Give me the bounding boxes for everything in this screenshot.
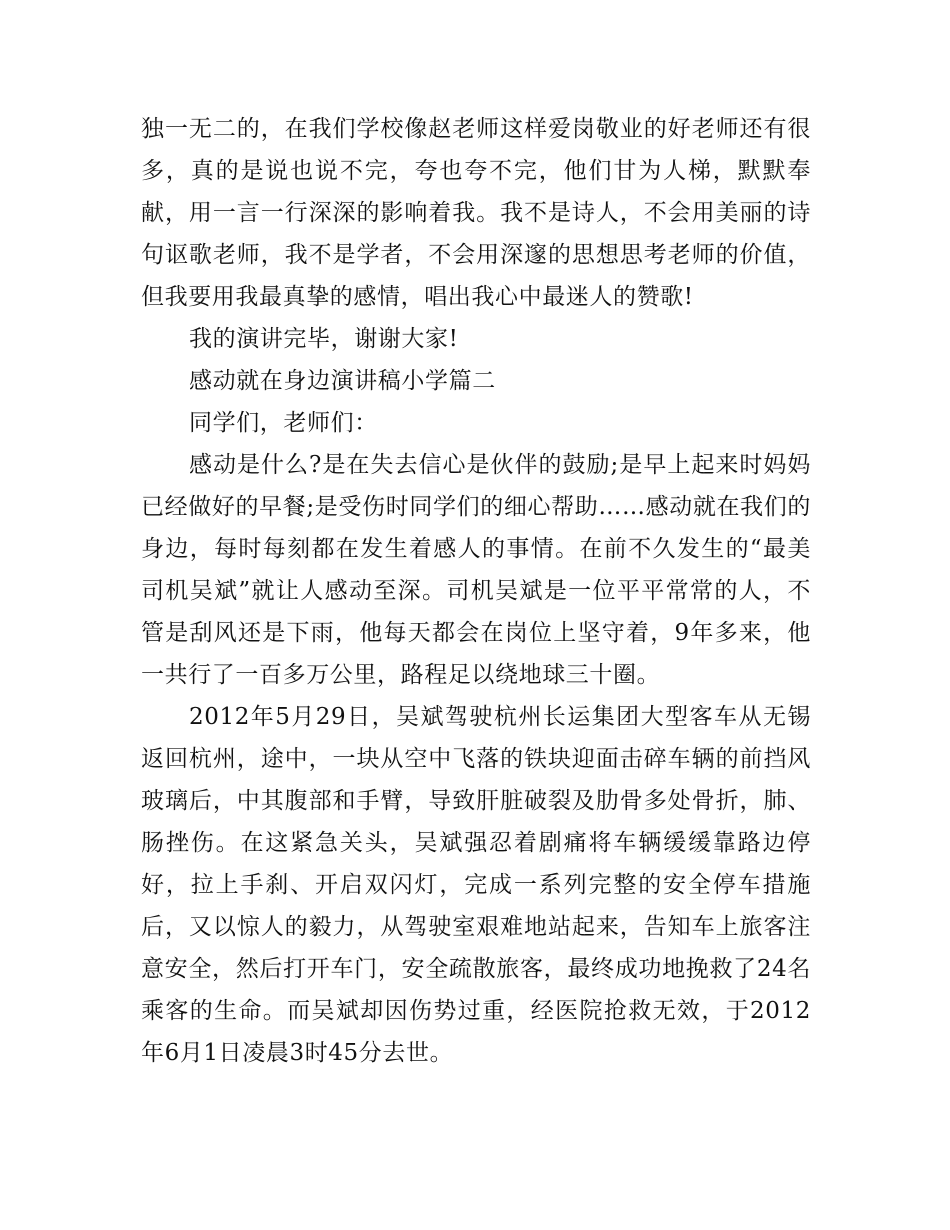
paragraph-speech-end: 我的演讲完毕，谢谢大家! [189, 326, 459, 352]
document-body [141, 108, 811, 1074]
paragraph-what-is-touching: 感动是什么?是在失去信心是伙伴的鼓励;是早上起来时妈妈已经做好的早餐;是受伤时同学们的细心帮助……感动就在我们的身边，每时每刻都在发生着感人的事情。在前不久发生的“最美司机吴斌”就让人感动至深。司机吴斌是一位平平常常的人，不管是刮风还是下雨，他每天都会在岗位上坚守着，9年多来，他一共行了一百多万公里，路程足以绕地球三十圈。 [141, 452, 811, 688]
paragraph-wu-bin-story: 2012年5月29日，吴斌驾驶杭州长运集团大型客车从无锡返回杭州，途中，一块从空中飞落的铁块迎面击碎车辆的前挡风玻璃后，中其腹部和手臂，导致肝脏破裂及肋骨多处骨折，肺、肠挫伤。在这紧急关头，吴斌强忍着剧痛将车辆缓缓靠路边停好，拉上手刹、开启双闪灯，完成一系列完整的安全停车措施后，又以惊人的毅力，从驾驶室艰难地站起来，告知车上旅客注意安全，然后打开车门，安全疏散旅客，最终成功地挽救了24名乘客的生命。而吴斌却因伤势过重，经医院抢救无效，于2012年6月1日凌晨3时45分去世。 [141, 704, 811, 1066]
section-title: 感动就在身边演讲稿小学篇二 [189, 368, 496, 394]
paragraph-salutation: 同学们，老师们： [189, 410, 378, 436]
paragraph-praise-teachers: 独一无二的，在我们学校像赵老师这样爱岗敬业的好老师还有很多，真的是说也说不完，夸也夸不完，他们甘为人梯，默默奉献，用一言一行深深的影响着我。我不是诗人，不会用美丽的诗句讴歌老师，我不是学者，不会用深邃的思想思考老师的价值，但我要用我最真挚的感情，唱出我心中最迷人的赞歌! [141, 116, 811, 310]
